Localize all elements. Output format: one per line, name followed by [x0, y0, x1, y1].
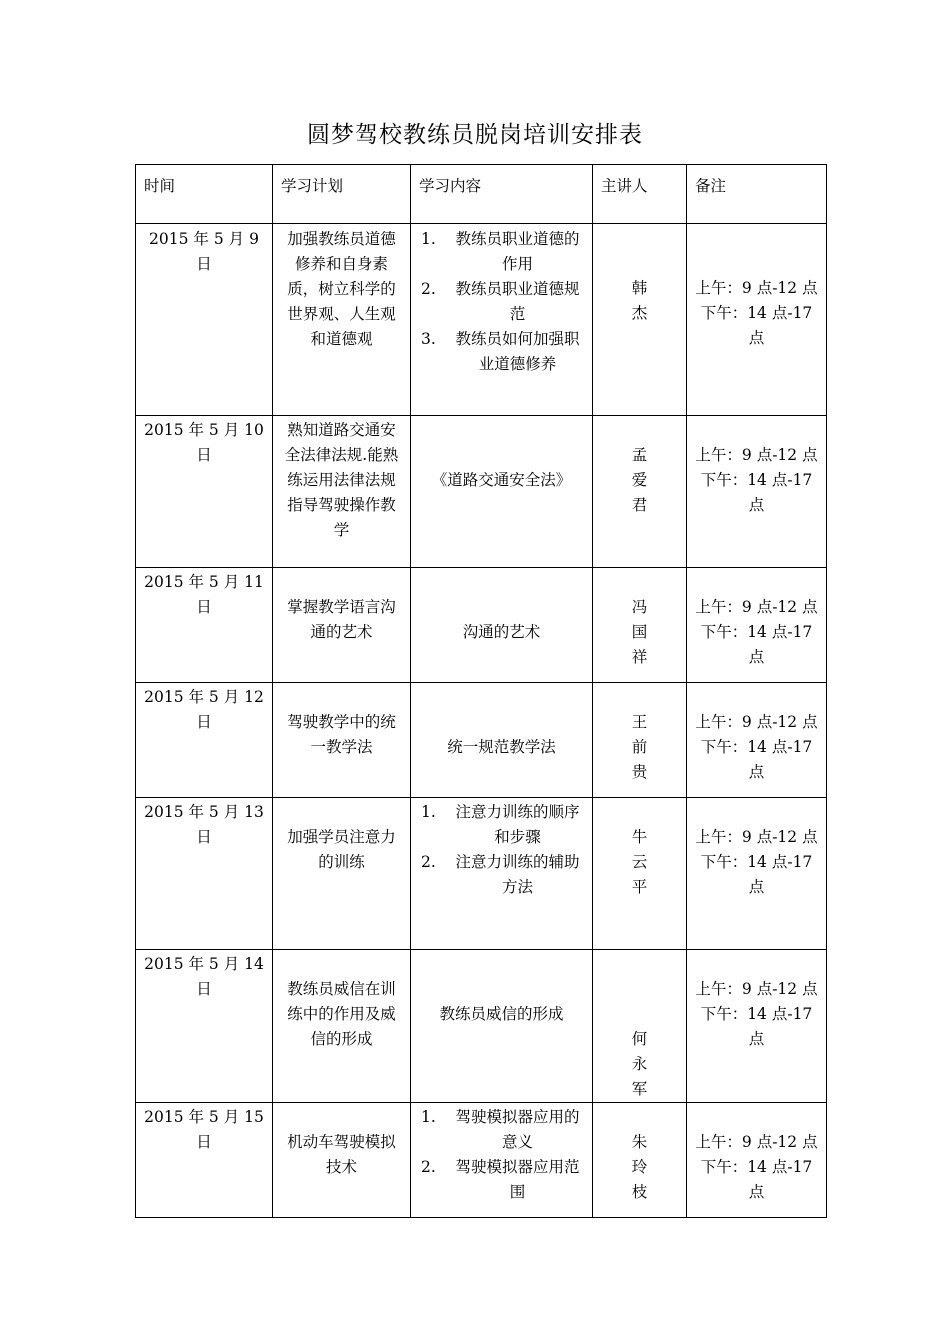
table-row — [136, 798, 827, 950]
plan-cell: 教练员威信在训练中的作用及威信的形成 — [273, 950, 411, 1103]
speaker-cell: 冯 国 祥 — [593, 568, 687, 683]
plan-cell: 掌握教学语言沟通的艺术 — [273, 568, 411, 683]
header-plan: 学习计划 — [273, 165, 411, 224]
table-row — [136, 568, 827, 683]
content-cell — [411, 798, 593, 950]
table-row — [136, 416, 827, 568]
table-row — [136, 1103, 827, 1218]
plan-cell: 机动车驾驶模拟技术 — [273, 1103, 411, 1218]
speaker-cell: 王 前 贵 — [593, 683, 687, 798]
plan-cell: 驾驶教学中的统一教学法 — [273, 683, 411, 798]
page-title: 圆梦驾校教练员脱岗培训安排表 — [307, 122, 643, 148]
notes-cell: 上午：9 点-12 点 下午：14 点-17 点 — [687, 224, 827, 416]
date-cell: 2015 年 5 月 9 日 — [136, 224, 273, 416]
table-row — [136, 950, 827, 1103]
content-item: 2. 驾驶模拟器应用范围 — [421, 1158, 580, 1201]
header-row — [136, 165, 827, 224]
speaker-cell: 牛 云 平 — [593, 798, 687, 950]
schedule-table — [135, 164, 827, 1218]
content-cell — [411, 1103, 593, 1218]
notes-cell: 上午：9 点-12 点 下午：14 点-17 点 — [687, 568, 827, 683]
content-cell: 教练员威信的形成 — [411, 950, 593, 1103]
plan-cell: 加强学员注意力的训练 — [273, 798, 411, 950]
content-cell: 沟通的艺术 — [411, 568, 593, 683]
date-cell: 2015 年 5 月 15 日 — [136, 1103, 273, 1218]
date-cell: 2015 年 5 月 12 日 — [136, 683, 273, 798]
header-content: 学习内容 — [411, 165, 593, 224]
content-item: 1. 注意力训练的顺序和步骤 — [421, 803, 580, 846]
content-item: 2. 注意力训练的辅助方法 — [421, 853, 580, 896]
table-row — [136, 224, 827, 416]
date-cell: 2015 年 5 月 14 日 — [136, 950, 273, 1103]
speaker-cell: 韩 杰 — [593, 224, 687, 416]
plan-cell: 加强教练员道德修养和自身素质，树立科学的世界观、人生观和道德观 — [273, 224, 411, 416]
date-cell: 2015 年 5 月 13 日 — [136, 798, 273, 950]
notes-cell: 上午：9 点-12 点 下午：14 点-17 点 — [687, 683, 827, 798]
header-speaker: 主讲人 — [593, 165, 687, 224]
date-cell: 2015 年 5 月 11 日 — [136, 568, 273, 683]
header-notes: 备注 — [687, 165, 827, 224]
date-cell: 2015 年 5 月 10 日 — [136, 416, 273, 568]
notes-cell: 上午：9 点-12 点 下午：14 点-17 点 — [687, 798, 827, 950]
content-cell — [411, 224, 593, 416]
speaker-cell: 何 永 军 — [593, 950, 687, 1103]
notes-cell: 上午：9 点-12 点 下午：14 点-17 点 — [687, 416, 827, 568]
table-row — [136, 683, 827, 798]
header-time: 时间 — [136, 165, 273, 224]
plan-cell: 熟知道路交通安全法律法规.能熟练运用法律法规指导驾驶操作教学 — [273, 416, 411, 568]
notes-cell: 上午：9 点-12 点 下午：14 点-17 点 — [687, 1103, 827, 1218]
content-cell: 《道路交通安全法》 — [411, 416, 593, 568]
notes-cell: 上午：9 点-12 点 下午：14 点-17 点 — [687, 950, 827, 1103]
content-item: 3. 教练员如何加强职业道德修养 — [421, 330, 580, 373]
speaker-cell: 朱 玲 枝 — [593, 1103, 687, 1218]
content-item: 1. 驾驶模拟器应用的意义 — [421, 1108, 580, 1151]
content-item: 1. 教练员职业道德的作用 — [421, 230, 580, 273]
speaker-cell: 孟 爱 君 — [593, 416, 687, 568]
content-cell: 统一规范教学法 — [411, 683, 593, 798]
content-item: 2. 教练员职业道德规范 — [421, 280, 580, 323]
